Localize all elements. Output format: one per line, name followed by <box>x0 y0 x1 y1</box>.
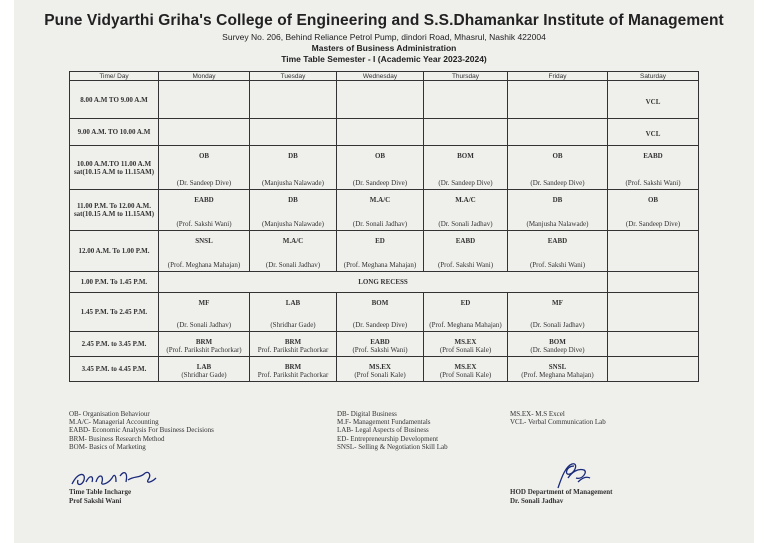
table-row <box>70 357 699 382</box>
legend-item: DB- Digital Business <box>337 410 397 418</box>
time-slot: 1.45 P.M. To 2.45 P.M. <box>70 293 159 332</box>
cell-wednesday <box>337 81 424 119</box>
cell-friday <box>508 190 608 231</box>
subject-code: OB <box>552 152 563 160</box>
legend-item: EABD- Economic Analysis For Business Decisions <box>69 426 214 435</box>
subject-code: MF <box>198 299 210 307</box>
cell-friday <box>508 119 608 146</box>
cell-friday <box>508 146 608 190</box>
subject-code: BOM <box>371 299 389 307</box>
cell-saturday <box>608 272 699 293</box>
subject-code: DB <box>552 196 563 204</box>
cell-friday <box>508 293 608 332</box>
faculty-name: (Dr. Sonali Jadhav) <box>530 321 585 329</box>
col-header-friday: Friday <box>508 72 608 81</box>
table-row <box>70 332 699 357</box>
time-slot: 1.00 P.M. To 1.45 P.M. <box>70 272 159 293</box>
table-row <box>70 119 699 146</box>
time-slot: 2.45 P.M. to 3.45 P.M. <box>70 332 159 357</box>
cell-monday <box>159 231 250 272</box>
faculty-name: (Prof Sonali Kale) <box>439 371 492 379</box>
incharge-name: Prof Sakshi Wani <box>69 497 122 505</box>
cell-saturday <box>608 190 699 231</box>
subject-code: MS.EX <box>454 363 477 371</box>
cell-wednesday <box>337 293 424 332</box>
college-title: Pune Vidyarthi Griha's College of Engineering and S.S.Dhamankar Institute of Management <box>44 12 724 29</box>
faculty-name: (Prof. Sakshi Wani) <box>437 261 494 269</box>
faculty-name: (Prof. Meghana Mahajan) <box>429 321 502 329</box>
subject-code: EABD <box>455 237 476 245</box>
subject-code: MS.EX <box>454 338 477 346</box>
cell-saturday <box>608 81 699 119</box>
cell-tuesday <box>250 146 337 190</box>
cell-thursday <box>424 81 508 119</box>
faculty-name: Prof. Parikshit Pachorkar <box>257 371 329 379</box>
subject-code: BRM <box>195 338 213 346</box>
cell-saturday <box>608 357 699 382</box>
subject-code: OB <box>374 152 386 160</box>
cell-wednesday <box>337 119 424 146</box>
table-row <box>70 81 699 119</box>
subject-code: EABD <box>643 152 663 160</box>
cell-wednesday <box>337 146 424 190</box>
subject-code: MF <box>552 299 563 307</box>
cell-tuesday <box>250 190 337 231</box>
cell-thursday <box>424 146 508 190</box>
legend-item: BRM- Business Research Method <box>69 434 165 443</box>
hod-signature <box>548 458 598 492</box>
faculty-name: (Prof Sonali Kale) <box>439 346 492 354</box>
legend-item: LAB- Legal Aspects of Business <box>337 426 429 435</box>
hod-name: Dr. Sonali Jadhav <box>510 497 564 505</box>
cell-thursday <box>424 357 508 382</box>
cell-saturday <box>608 146 699 190</box>
faculty-name: (Prof. Parikshit Pachorkar) <box>166 346 242 354</box>
cell-friday <box>508 357 608 382</box>
col-header-thursday: Thursday <box>424 72 508 81</box>
col-header-wednesday: Wednesday <box>337 72 424 81</box>
cell-tuesday <box>250 332 337 357</box>
cell-wednesday <box>337 357 424 382</box>
faculty-name: (Dr. Sandeep Dive) <box>352 321 408 329</box>
faculty-name: (Prof. Sakshi Wani) <box>176 220 232 228</box>
cell-monday <box>159 119 250 146</box>
cell-saturday <box>608 119 699 146</box>
recess-cell: LONG RECESS <box>159 272 608 293</box>
subject-code: EABD <box>194 196 214 204</box>
subject-code: BRM <box>284 338 302 346</box>
subject-code: DB <box>288 152 298 160</box>
table-row <box>70 293 699 332</box>
cell-friday <box>508 81 608 119</box>
cell-thursday <box>424 190 508 231</box>
cell-saturday <box>608 293 699 332</box>
faculty-name: (Dr. Sandeep Dive) <box>438 179 493 187</box>
subject-code: M.A/C <box>455 196 476 204</box>
legend-column-3 <box>510 410 606 426</box>
cell-saturday <box>608 231 699 272</box>
timetable <box>69 71 699 382</box>
cell-monday <box>159 81 250 119</box>
cell-friday <box>508 231 608 272</box>
faculty-name: (Dr. Sonali Jadhav) <box>352 220 408 228</box>
time-slot: 8.00 A.M TO 9.00 A.M <box>70 81 159 119</box>
faculty-name: (Shridhar Gade) <box>181 371 227 379</box>
subject-code: SNSL <box>548 363 567 371</box>
cell-wednesday <box>337 231 424 272</box>
subject-code: VCL <box>645 130 661 138</box>
time-slot: 12.00 A.M. To 1.00 P.M. <box>70 231 159 272</box>
faculty-name: (Prof. Sakshi Wani) <box>352 346 408 354</box>
cell-wednesday <box>337 332 424 357</box>
faculty-name: (Prof. Meghana Mahajan) <box>167 261 241 269</box>
cell-monday <box>159 190 250 231</box>
time-slot: 10.00 A.M.TO 11.00 A.M sat(10.15 A.M to 11.15AM) <box>70 146 159 190</box>
legend-item: M.A/C- Managerial Accounting <box>69 418 159 427</box>
time-slot: 11.00 P.M. To 12.00 A.M. sat(10.15 A.M to 11.15AM) <box>70 190 159 231</box>
faculty-name: (Dr. Sonali Jadhav) <box>265 261 321 269</box>
faculty-name: (Dr. Sandeep Dive) <box>530 179 585 187</box>
col-header-monday: Monday <box>159 72 250 81</box>
faculty-name: (Dr. Sandeep Dive) <box>352 179 408 187</box>
faculty-name: (Dr. Sandeep Dive) <box>530 346 585 354</box>
faculty-name: (Dr. Sandeep Dive) <box>625 220 681 228</box>
subject-code: BOM <box>457 152 474 160</box>
subject-code: ED <box>375 237 385 245</box>
subject-code: M.A/C <box>369 196 391 204</box>
timetable-header-row <box>70 72 699 81</box>
legend-column-2 <box>337 410 448 451</box>
faculty-name: (Prof. Sakshi Wani) <box>529 261 586 269</box>
legend-item: ED- Entrepreneurship Development <box>337 434 439 443</box>
subject-code: OB <box>647 196 659 204</box>
faculty-name: Prof. Parikshit Pachorkar <box>257 346 329 354</box>
cell-tuesday <box>250 231 337 272</box>
faculty-name: (Prof. Meghana Mahajan) <box>343 261 417 269</box>
faculty-name: (Manjusha Nalawade) <box>261 220 324 228</box>
subject-code: BOM <box>549 338 566 346</box>
faculty-name: (Dr. Sonali Jadhav) <box>176 321 232 329</box>
subject-code: DB <box>288 196 298 204</box>
subject-code: MS.EX <box>369 363 391 371</box>
faculty-name: (Manjusha Nalawade) <box>526 220 589 228</box>
faculty-name: (Prof. Sakshi Wani) <box>625 179 681 187</box>
subject-code: SNSL <box>195 237 213 245</box>
table-row <box>70 190 699 231</box>
semester-title: Time Table Semester - I (Academic Year 2023-2024) <box>281 54 487 64</box>
legend-item: BOM- Basics of Marketing <box>69 442 146 451</box>
cell-monday <box>159 293 250 332</box>
col-header-tuesday: Tuesday <box>250 72 337 81</box>
table-row <box>70 272 699 293</box>
faculty-name: (Manjusha Nalawade) <box>261 179 324 187</box>
faculty-name: (Dr. Sonali Jadhav) <box>438 220 493 228</box>
cell-tuesday <box>250 119 337 146</box>
col-header-saturday: Saturday <box>608 72 699 81</box>
faculty-name: (Prof. Meghana Mahajan) <box>521 371 594 379</box>
legend-item: OB- Organisation Behaviour <box>69 410 150 418</box>
incharge-block <box>69 488 131 506</box>
subject-code: OB <box>198 152 210 160</box>
program-name: Masters of Business Administration <box>311 43 457 53</box>
subject-code: ED <box>460 299 471 307</box>
faculty-name: (Dr. Sandeep Dive) <box>176 179 232 187</box>
cell-saturday <box>608 332 699 357</box>
time-slot: 3.45 P.M. to 4.45 P.M. <box>70 357 159 382</box>
subject-code: BRM <box>284 363 302 371</box>
subject-code: LAB <box>196 363 212 371</box>
cell-friday <box>508 332 608 357</box>
cell-tuesday <box>250 357 337 382</box>
cell-tuesday <box>250 81 337 119</box>
legend-column-1 <box>69 410 214 451</box>
cell-monday <box>159 332 250 357</box>
cell-monday <box>159 357 250 382</box>
cell-thursday <box>424 231 508 272</box>
cell-tuesday <box>250 293 337 332</box>
hod-title: HOD Department of Management <box>510 488 613 496</box>
cell-thursday <box>424 293 508 332</box>
faculty-name: (Prof Sonali Kale) <box>354 371 406 379</box>
cell-wednesday <box>337 190 424 231</box>
legend-item: SNSL- Selling & Negotiation Skill Lab <box>337 442 448 451</box>
table-row <box>70 146 699 190</box>
cell-thursday <box>424 332 508 357</box>
col-header-time: Time/ Day <box>70 72 159 81</box>
subject-code: LAB <box>285 299 301 307</box>
time-slot: 9.00 A.M. TO 10.00 A.M <box>70 119 159 146</box>
college-address: Survey No. 206, Behind Reliance Petrol Pump, dindori Road, Mhasrul, Nashik 422004 <box>222 32 546 42</box>
incharge-title: Time Table Incharge <box>69 488 132 496</box>
legend-item: MS.EX- M.S Excel <box>510 410 565 418</box>
cell-monday <box>159 146 250 190</box>
faculty-name: (Shridhar Gade) <box>270 321 316 329</box>
subject-code: EABD <box>370 338 390 346</box>
hod-block <box>510 488 612 506</box>
legend-item: VCL- Verbal Communication Lab <box>510 418 606 427</box>
table-row <box>70 231 699 272</box>
subject-code: VCL <box>645 97 661 106</box>
subject-code: M.A/C <box>282 237 304 245</box>
legend-item: M.F- Management Fundamentals <box>337 418 431 427</box>
subject-code: EABD <box>547 237 568 245</box>
cell-thursday <box>424 119 508 146</box>
